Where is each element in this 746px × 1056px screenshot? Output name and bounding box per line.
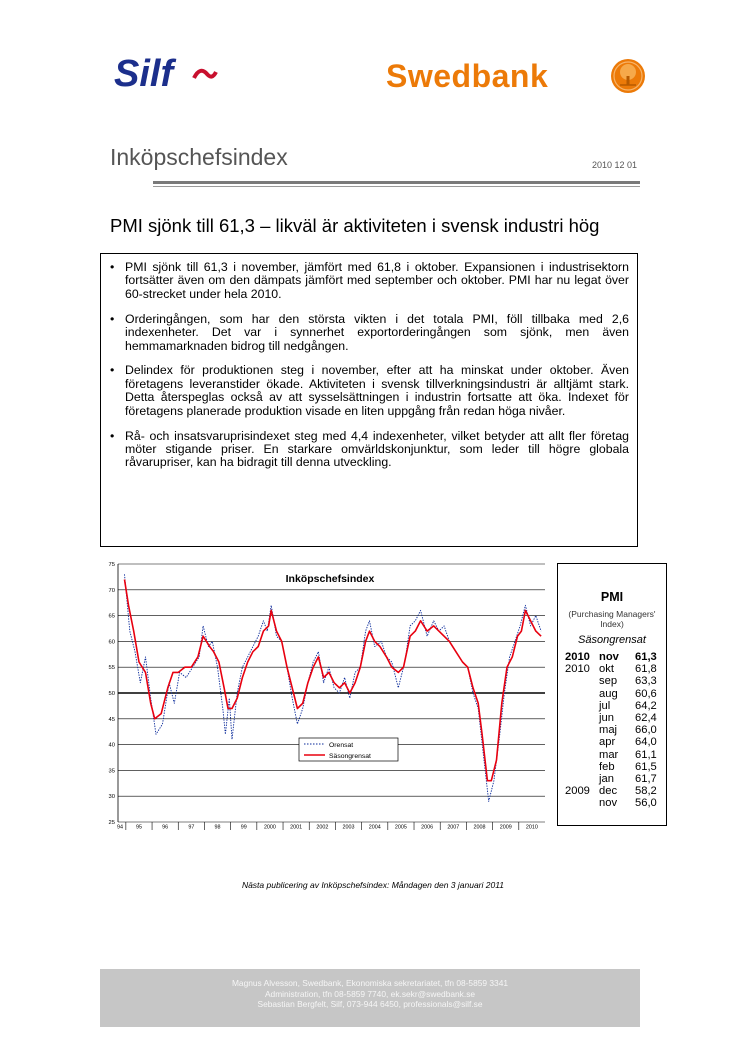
x-year-label: 2004 — [368, 824, 381, 830]
x-year-label: 2003 — [342, 824, 355, 830]
x-year-label: 2008 — [473, 824, 486, 830]
pmi-title: PMI — [600, 590, 624, 604]
swedbank-logo: Swedbank — [386, 58, 549, 94]
pmi-year: 2009 — [565, 785, 590, 798]
pmi-year — [565, 712, 597, 724]
x-year-label: 2002 — [316, 824, 329, 830]
pmi-value: 61,8 — [635, 663, 657, 676]
pmi-month: jul — [599, 699, 611, 712]
next-publication-note: Nästa publicering av Inköpschefsindex: Måndagen den 3 januari 2011 — [241, 880, 505, 890]
x-year-label: 2005 — [394, 824, 407, 830]
pmi-year — [565, 761, 597, 773]
pmi-table — [565, 651, 657, 810]
y-tick-label: 55 — [108, 665, 115, 672]
series-line-orensat — [125, 574, 542, 801]
pmi-year — [565, 797, 597, 809]
pmi-value: 64,2 — [635, 699, 657, 712]
document-title: Inköpschefsindex — [110, 144, 288, 170]
y-tick-label: 35 — [108, 768, 115, 775]
x-year-label: 2006 — [421, 824, 434, 830]
pmi-row — [565, 712, 657, 724]
y-tick-label: 25 — [108, 820, 115, 826]
pmi-subtitle-line: Index) — [600, 619, 624, 629]
pmi-subtitle-line: (Purchasing Managers' — [568, 609, 656, 619]
pmi-value: 64,0 — [635, 736, 657, 749]
pmi-row — [565, 785, 657, 797]
x-year-label: 94 — [117, 824, 123, 830]
footer-line: Administration, tfn 08-5859 7740, ek.sekr@swedbank.se — [264, 988, 476, 999]
summary-box — [100, 253, 638, 547]
pmi-value: 61,5 — [635, 760, 657, 773]
pmi-seasonal-label: Säsongrensat — [578, 634, 646, 646]
bullet-item: • PMI sjönk till 61,3 i november, jämfört med 61,8 i oktober. Expansionen i industrisektorn fortsätter även om den dämpats jämfört med september och oktober. PMI har nu legat över 60-strecket under hela 2010. — [110, 261, 629, 301]
x-year-label: 99 — [240, 824, 247, 830]
y-tick-label: 60 — [108, 639, 115, 646]
x-year-label: 95 — [135, 824, 142, 830]
pmi-value: 58,2 — [635, 785, 657, 798]
pmi-row — [565, 761, 657, 773]
y-tick-label: 30 — [108, 794, 115, 801]
pmi-year — [565, 675, 597, 687]
bullet-item: • Delindex för produktionen steg i november, efter att ha minskat under oktober. Även företagens leveranstider ökade. Aktiviteten i svensk tillverkningsindustri är alltjämt stark. Detta återspeglas också av att sysselsättningen i industrin fortsatte att öka. Indexet för företagens planerade produktion visade en liten uppgång från redan höga nivåer. — [110, 364, 629, 418]
pmi-value: 61,7 — [635, 773, 657, 786]
pmi-value: 66,0 — [635, 724, 657, 737]
document-date: 2010 12 01 — [592, 160, 638, 170]
pmi-value: 61,1 — [635, 748, 657, 761]
footer-line: Sebastian Bergfelt, Silf, 073-944 6450, professionals@silf.se — [257, 999, 483, 1009]
pmi-year — [565, 688, 597, 700]
pmi-month: okt — [599, 663, 614, 676]
pmi-month: aug — [599, 687, 618, 700]
oak-seal-icon — [610, 58, 646, 94]
silf-swoosh-icon — [194, 71, 216, 78]
pmi-row — [565, 688, 657, 700]
y-tick-label: 45 — [108, 716, 115, 723]
pmi-summary-box — [557, 563, 667, 826]
header-rule-thin — [153, 186, 640, 187]
pmi-row — [565, 797, 657, 809]
x-year-label: 2009 — [499, 824, 512, 830]
pmi-value: 62,4 — [635, 712, 657, 725]
pmi-value: 61,3 — [635, 651, 657, 663]
pmi-month: jun — [599, 712, 614, 725]
silf-logo — [112, 48, 232, 96]
pmi-year — [565, 749, 597, 761]
pmi-month: feb — [599, 760, 615, 773]
pmi-value: 56,0 — [635, 797, 657, 810]
x-year-label: 2000 — [263, 824, 276, 830]
y-tick-label: 65 — [108, 613, 115, 620]
bullet-item: • Orderingången, som har den största vikten i det totala PMI, föll tillbaka med 2,6 indexenheter. Det var i synnerhet exportorderingången som sjönk, men även hemmamarknaden bidrog till nedgången. — [110, 313, 629, 353]
pmi-year — [565, 700, 597, 712]
silf-logo-text: Silf — [114, 53, 174, 95]
footer-line: Magnus Alvesson, Swedbank, Ekonomiska sekretariatet, tfn 08-5859 3341 — [231, 978, 509, 988]
x-year-label: 2010 — [525, 824, 538, 830]
x-year-label: 98 — [214, 824, 221, 830]
y-tick-label: 40 — [108, 742, 115, 749]
pmi-value: 60,6 — [635, 687, 657, 700]
pmi-month: jan — [599, 773, 614, 786]
legend-orensat-label: Orensat — [329, 742, 354, 749]
chart-legend — [299, 738, 398, 761]
pmi-row — [565, 651, 657, 663]
pmi-row — [565, 736, 657, 748]
pmi-month: nov — [599, 651, 619, 663]
x-year-label: 2001 — [290, 824, 303, 830]
pmi-subtitle — [558, 609, 666, 629]
pmi-month: nov — [599, 797, 618, 810]
pmi-year — [565, 773, 597, 785]
pmi-row — [565, 724, 657, 736]
contact-footer — [100, 969, 640, 1027]
bullet-item: • Rå- och insatsvaruprisindexet steg med 4,4 indexenheter, vilket betyder att allt fler företag möter stigande priser. En starkare omvärldskonjunktur, som leder till högre globala råvarupriser, kan ha bidragit till denna utveckling. — [110, 430, 629, 470]
pmi-month: apr — [599, 736, 616, 749]
pmi-row — [565, 675, 657, 687]
pmi-year: 2010 — [565, 663, 590, 676]
pmi-month: mar — [599, 748, 619, 761]
pmi-month: sep — [599, 675, 618, 688]
pmi-year: 2010 — [565, 651, 590, 663]
pmi-value: 63,3 — [635, 675, 657, 688]
pmi-month: maj — [599, 724, 618, 737]
pmi-row — [565, 663, 657, 675]
pmi-row — [565, 773, 657, 785]
y-tick-label: 75 — [108, 562, 115, 568]
pmi-row — [565, 749, 657, 761]
bullet-list — [101, 254, 637, 470]
header-rule — [153, 181, 640, 184]
pmi-year — [565, 724, 597, 736]
pmi-row — [565, 700, 657, 712]
x-year-label: 97 — [188, 824, 195, 830]
pmi-month: dec — [599, 785, 618, 798]
chart-title: Inköpschefsindex — [285, 573, 375, 585]
y-tick-label: 70 — [108, 587, 115, 594]
x-year-label: 2007 — [447, 824, 460, 830]
pmi-year — [565, 736, 597, 748]
x-year-label: 96 — [162, 824, 169, 830]
legend-sasongrensat-label: Säsongrensat — [329, 753, 371, 760]
pmi-line-chart — [100, 560, 550, 830]
y-tick-label: 50 — [108, 691, 115, 697]
headline: PMI sjönk till 61,3 – likväl är aktiviteten i svensk industri hög — [110, 215, 600, 236]
